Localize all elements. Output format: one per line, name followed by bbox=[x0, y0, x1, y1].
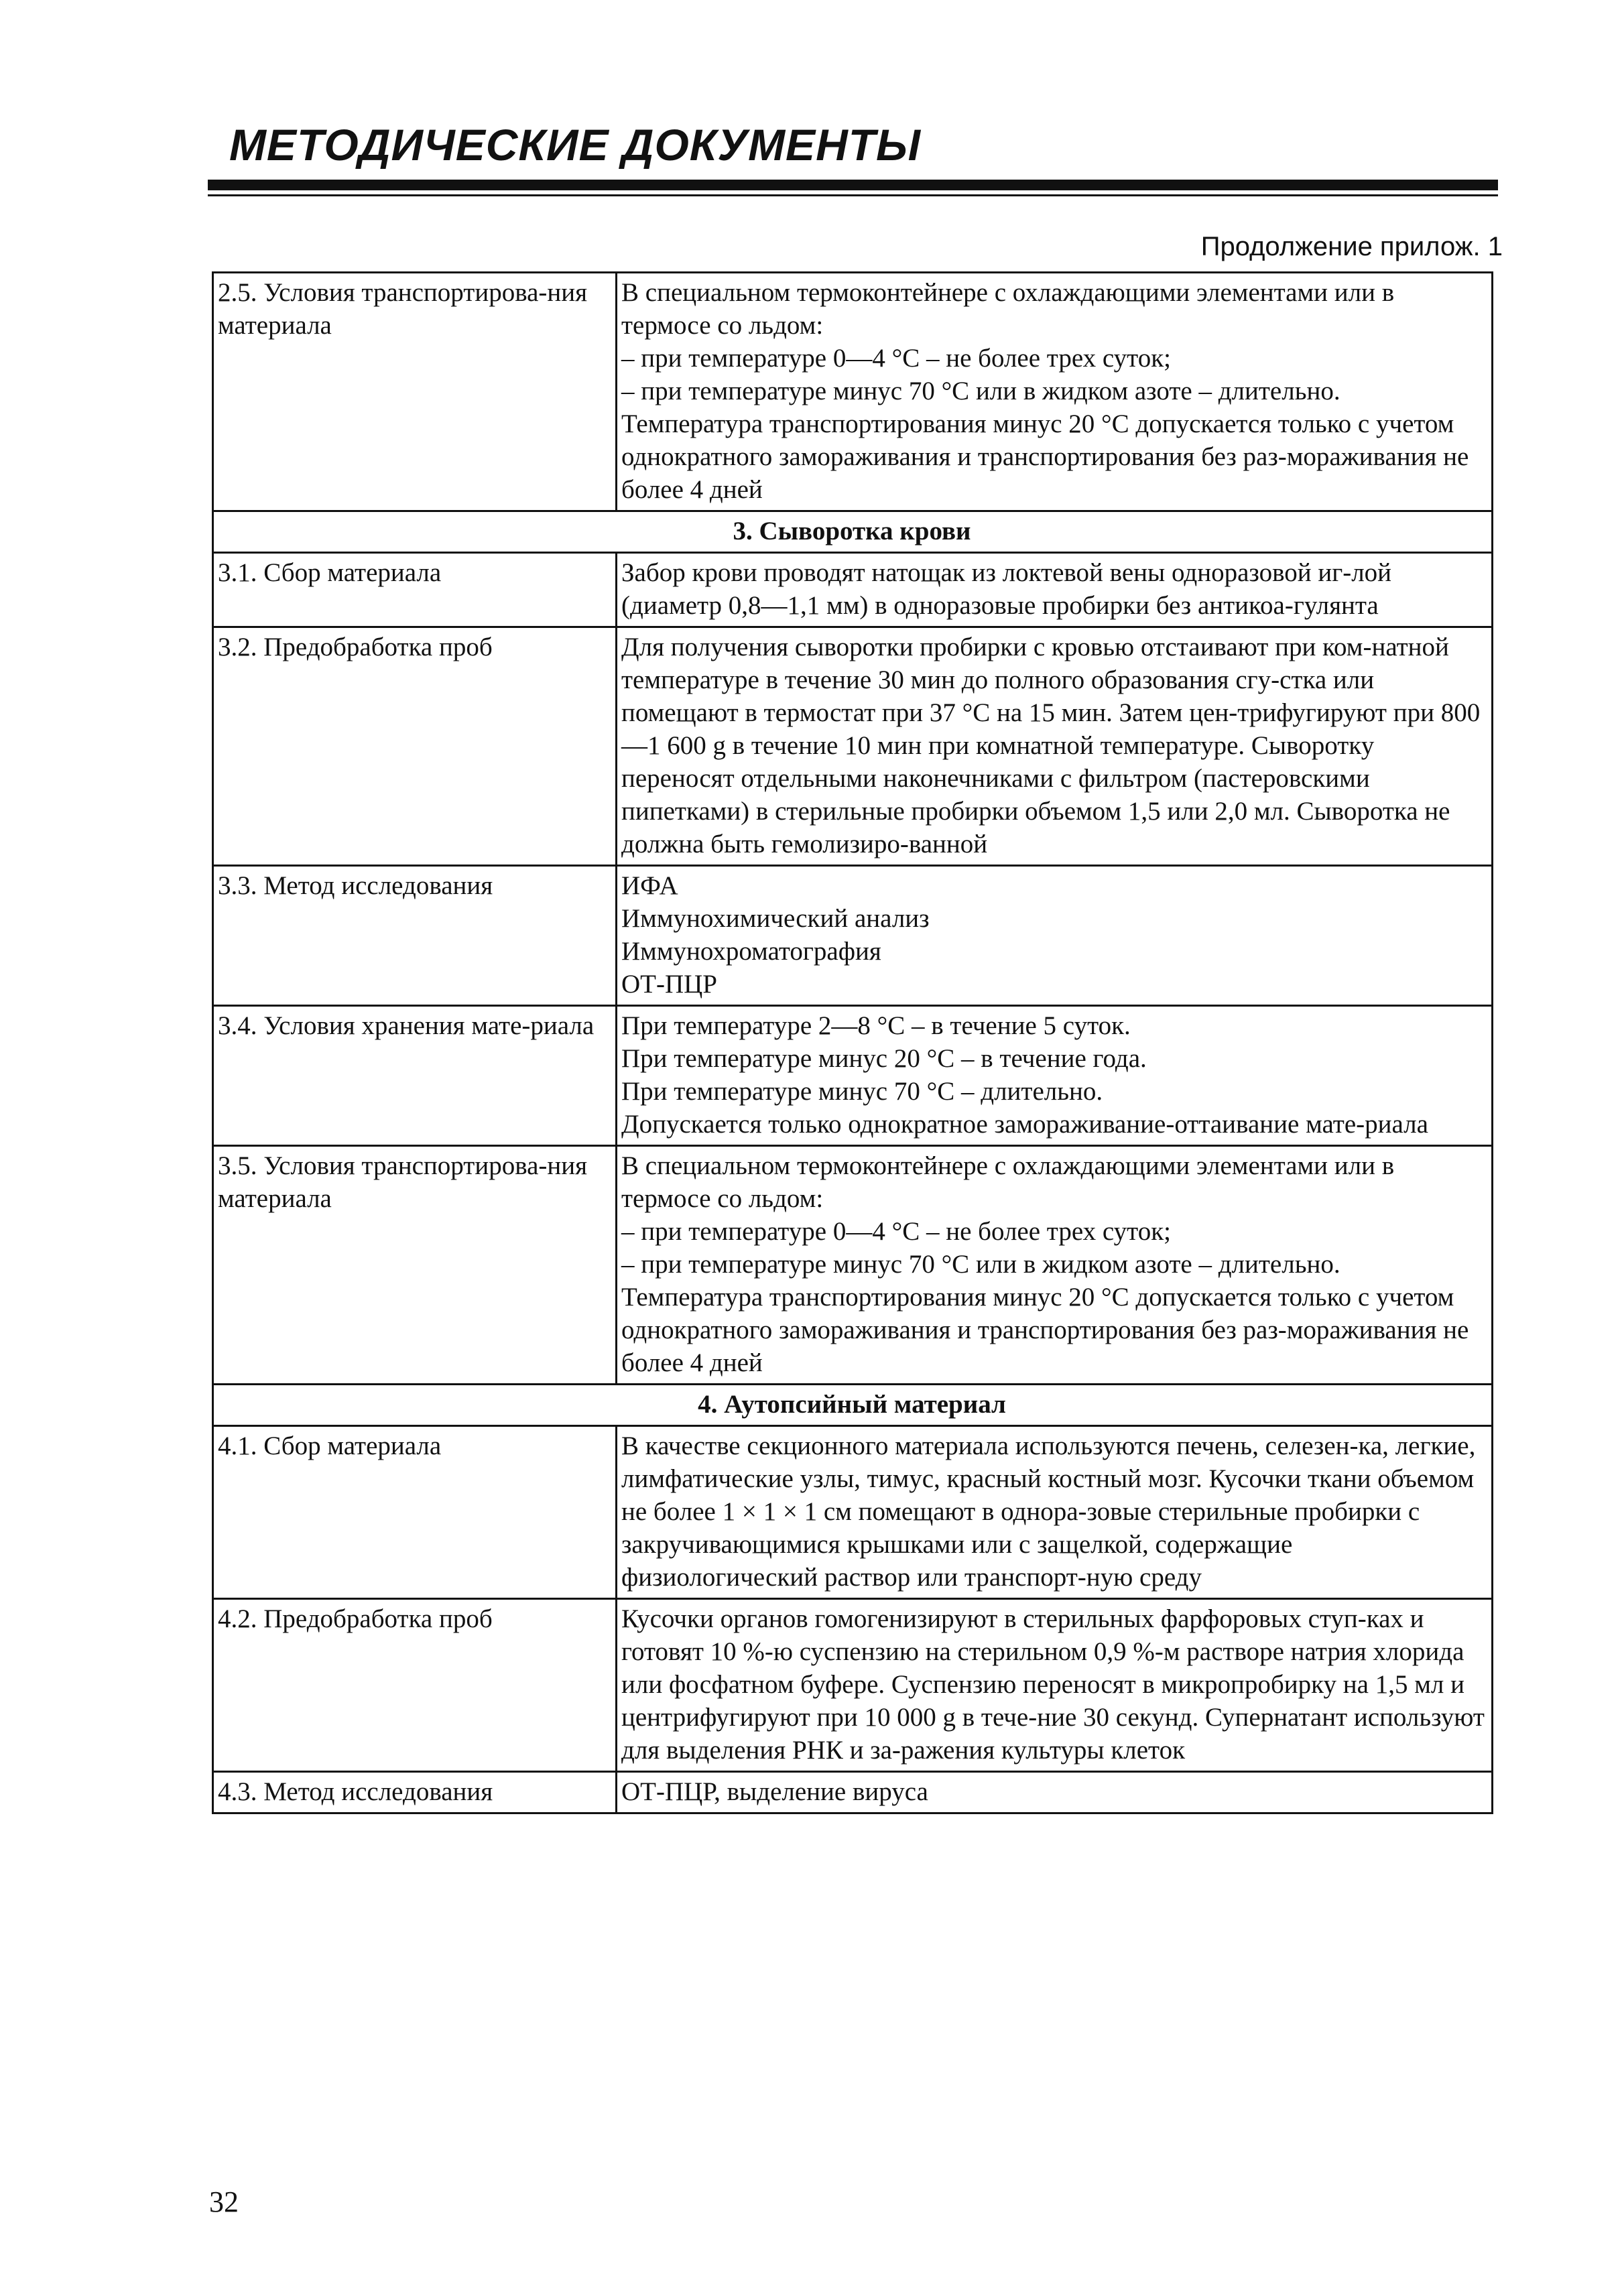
row-content bbox=[617, 1599, 1493, 1772]
row-label: 4.2. Предобработка проб bbox=[213, 1599, 617, 1772]
content-line: Температура транспортирования минус 20 °С допускается только с учетом однократного замораживания и транспортирования без раз-мораживания не более 4 дней bbox=[621, 1283, 1469, 1377]
content-line: – при температуре 0—4 °С – не более трех суток; bbox=[621, 344, 1171, 373]
table-row bbox=[213, 273, 1493, 511]
row-content bbox=[617, 1146, 1493, 1385]
section-row bbox=[213, 1385, 1493, 1426]
content-line: – при температуре минус 70 °С или в жидком азоте – длительно. bbox=[621, 377, 1340, 405]
page-title: МЕТОДИЧЕСКИЕ ДОКУМЕНТЫ bbox=[229, 120, 922, 170]
content-line: – при температуре минус 70 °С или в жидком азоте – длительно. bbox=[621, 1250, 1340, 1279]
table-row bbox=[213, 1006, 1493, 1146]
table-row bbox=[213, 1426, 1493, 1599]
table-row bbox=[213, 627, 1493, 866]
row-label: 2.5. Условия транспортирова-ния материала bbox=[213, 273, 617, 511]
content-line: В специальном термоконтейнере с охлаждающими элементами или в термосе со льдом: bbox=[621, 278, 1395, 340]
row-content bbox=[617, 553, 1493, 627]
content-line: – при температуре 0—4 °С – не более трех суток; bbox=[621, 1217, 1171, 1246]
row-label: 3.1. Сбор материала bbox=[213, 553, 617, 627]
table-row bbox=[213, 866, 1493, 1006]
row-label: 4.3. Метод исследования bbox=[213, 1772, 617, 1813]
row-content bbox=[617, 627, 1493, 866]
row-content bbox=[617, 1006, 1493, 1146]
row-label: 3.4. Условия хранения мате-риала bbox=[213, 1006, 617, 1146]
content-line: При температуре минус 70 °С – длительно. bbox=[621, 1077, 1103, 1106]
content-line: Для получения сыворотки пробирки с кровью отстаивают при ком-натной температуре в течение 30 мин до полного образования сгу-стка или помещают в термостат при 37 °С на 15 мин. Затем цен-трифугируют при 800—1 600 g в течение 10 мин при комнатной температуре. Сыворотку переносят отдельными наконечниками с фильтром (пастеровскими пипетками) в стерильные пробирки объемом 1,5 или 2,0 мл. Сыворотка не должна быть гемолизиро-ванной bbox=[621, 633, 1481, 858]
table-row bbox=[213, 553, 1493, 627]
header-rule-thin bbox=[208, 194, 1498, 196]
content-line: При температуре 2—8 °С – в течение 5 суток. bbox=[621, 1011, 1131, 1040]
row-content bbox=[617, 866, 1493, 1006]
table-row bbox=[213, 1146, 1493, 1385]
content-line: ОТ-ПЦР, выделение вируса bbox=[621, 1777, 928, 1806]
content-line: Забор крови проводят натощак из локтевой вены одноразовой иг-лой (диаметр 0,8—1,1 мм) в одноразовые пробирки без антикоа-гулянта bbox=[621, 558, 1392, 620]
section-heading: 3. Сыворотка крови bbox=[213, 511, 1493, 553]
content-line: В качестве секционного материала используются печень, селезен-ка, легкие, лимфатические узлы, тимус, красный костный мозг. Кусочки ткани объемом не более 1 × 1 × 1 см помещают в однора-зовые стерильные пробирки с закручивающимися крышками или с защелкой, содержащие физиологический раствор или транспорт-ную среду bbox=[621, 1431, 1476, 1592]
row-label: 3.5. Условия транспортирова-ния материала bbox=[213, 1146, 617, 1385]
content-line: Кусочки органов гомогенизируют в стерильных фарфоровых ступ-ках и готовят 10 %-ю суспензию на стерильном 0,9 %-м растворе натрия хлорида или фосфатном буфере. Суспензию переносят в микропробирку на 1,5 мл и центрифугируют при 10 000 g в тече-ние 30 секунд. Супернатант используют для выделения РНК и за-ражения культуры клеток bbox=[621, 1604, 1485, 1765]
row-label: 4.1. Сбор материала bbox=[213, 1426, 617, 1599]
header-rule-thick bbox=[208, 180, 1498, 190]
requirements-table bbox=[212, 271, 1493, 1814]
table-row bbox=[213, 1772, 1493, 1813]
page-number: 32 bbox=[209, 2185, 239, 2218]
continuation-note: Продолжение прилож. 1 bbox=[1200, 232, 1503, 261]
row-label: 3.2. Предобработка проб bbox=[213, 627, 617, 866]
content-line: При температуре минус 20 °С – в течение года. bbox=[621, 1044, 1147, 1073]
row-label: 3.3. Метод исследования bbox=[213, 866, 617, 1006]
row-content bbox=[617, 1426, 1493, 1599]
content-line: Температура транспортирования минус 20 °С допускается только с учетом однократного замораживания и транспортирования без раз-мораживания не более 4 дней bbox=[621, 409, 1469, 504]
row-content bbox=[617, 1772, 1493, 1813]
row-content bbox=[617, 273, 1493, 511]
content-line: ИФА bbox=[621, 871, 678, 900]
content-line: Иммунохроматография bbox=[621, 937, 881, 966]
section-row bbox=[213, 511, 1493, 553]
content-line: Допускается только однократное замораживание-оттаивание мате-риала bbox=[621, 1110, 1428, 1139]
section-heading: 4. Аутопсийный материал bbox=[213, 1385, 1493, 1426]
content-line: В специальном термоконтейнере с охлаждающими элементами или в термосе со льдом: bbox=[621, 1151, 1395, 1213]
content-line: ОТ-ПЦР bbox=[621, 970, 717, 999]
content-line: Иммунохимический анализ bbox=[621, 904, 930, 933]
table-row bbox=[213, 1599, 1493, 1772]
